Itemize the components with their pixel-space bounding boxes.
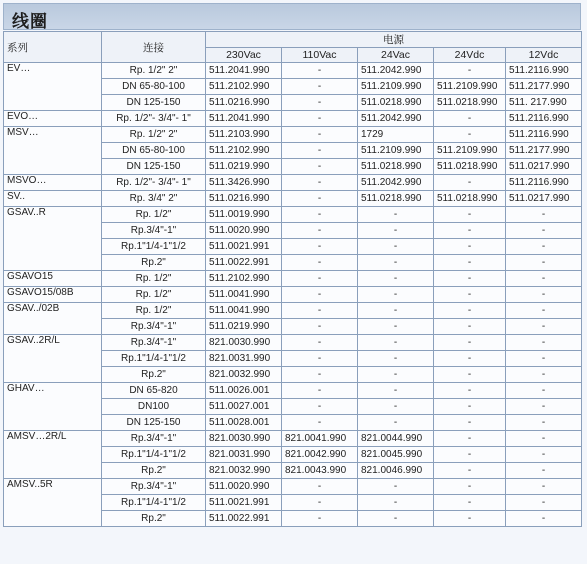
part-number-cell: 821.0032.990 [206,367,282,383]
part-number-cell: - [434,287,506,303]
part-number-cell: - [358,383,434,399]
series-cell: AMSV…2R/L [4,431,102,479]
part-number-cell: - [282,175,358,191]
part-number-cell: - [358,511,434,527]
part-number-cell: 511.2109.990 [358,79,434,95]
part-number-cell: - [506,399,582,415]
header-voltage: 24Vdc [434,48,506,63]
connection-cell: Rp.2" [102,255,206,271]
part-number-cell: 511.0218.990 [358,159,434,175]
part-number-cell: 821.0041.990 [282,431,358,447]
part-number-cell: - [434,175,506,191]
part-number-cell: - [434,463,506,479]
part-number-cell: 511.2116.990 [506,175,582,191]
part-number-cell: - [358,351,434,367]
part-number-cell: 821.0031.990 [206,447,282,463]
part-number-cell: - [434,431,506,447]
part-number-cell: 511.0218.990 [358,95,434,111]
part-number-cell: - [282,271,358,287]
part-number-cell: 511.0022.991 [206,255,282,271]
part-number-cell: 821.0044.990 [358,431,434,447]
series-cell: AMSV..5R [4,479,102,527]
part-number-cell: - [282,79,358,95]
part-number-cell: - [282,223,358,239]
connection-cell: DN 65-80-100 [102,143,206,159]
table-row [4,335,582,351]
part-number-cell: - [282,111,358,127]
part-number-cell: - [434,383,506,399]
part-number-cell: 511.0041.990 [206,303,282,319]
header-voltage: 230Vac [206,48,282,63]
header-voltage: 24Vac [358,48,434,63]
part-number-cell: - [358,287,434,303]
connection-cell: Rp. 1/2" [102,207,206,223]
part-number-cell: - [434,111,506,127]
part-number-cell: - [506,383,582,399]
table-row [4,303,582,319]
part-number-cell: 821.0030.990 [206,335,282,351]
part-number-cell: - [358,399,434,415]
part-number-cell: - [282,383,358,399]
series-cell: GSAVO15 [4,271,102,287]
part-number-cell: - [506,511,582,527]
part-number-cell: 511.0028.001 [206,415,282,431]
header-power: 电源 [206,32,582,48]
part-number-cell: - [282,511,358,527]
part-number-cell: 821.0032.990 [206,463,282,479]
table-row [4,431,582,447]
part-number-cell: - [358,271,434,287]
connection-cell: Rp. 1/2" 2" [102,127,206,143]
part-number-cell: - [506,319,582,335]
part-number-cell: - [282,335,358,351]
connection-cell: Rp.1"1/4-1"1/2 [102,495,206,511]
page-title: 线圈 [12,12,48,31]
part-number-cell: - [282,95,358,111]
connection-cell: DN100 [102,399,206,415]
series-cell: SV.. [4,191,102,207]
coil-table [3,31,582,527]
connection-cell: Rp. 1/2"- 3/4"- 1" [102,175,206,191]
part-number-cell: 511.2041.990 [206,111,282,127]
part-number-cell: - [358,319,434,335]
part-number-cell: - [434,415,506,431]
part-number-cell: - [434,127,506,143]
part-number-cell: 511.2109.990 [434,143,506,159]
part-number-cell: 511.2102.990 [206,143,282,159]
part-number-cell: - [506,447,582,463]
connection-cell: Rp.3/4"-1" [102,223,206,239]
part-number-cell: - [434,271,506,287]
table-body [4,63,582,527]
table-header [4,32,582,63]
connection-cell: Rp.1"1/4-1"1/2 [102,239,206,255]
part-number-cell: 511.2042.990 [358,111,434,127]
part-number-cell: - [282,399,358,415]
part-number-cell: - [358,335,434,351]
part-number-cell: 511.2102.990 [206,271,282,287]
part-number-cell: - [358,223,434,239]
part-number-cell: - [506,223,582,239]
part-number-cell: - [506,271,582,287]
part-number-cell: 511.0020.990 [206,223,282,239]
connection-cell: Rp.3/4"-1" [102,431,206,447]
part-number-cell: - [434,223,506,239]
connection-cell: Rp. 1/2" [102,271,206,287]
part-number-cell: - [358,367,434,383]
part-number-cell: - [506,351,582,367]
part-number-cell: - [434,255,506,271]
part-number-cell: - [358,239,434,255]
connection-cell: Rp.2" [102,463,206,479]
part-number-cell: - [506,207,582,223]
part-number-cell: 821.0045.990 [358,447,434,463]
part-number-cell: - [506,287,582,303]
part-number-cell: 821.0043.990 [282,463,358,479]
part-number-cell: - [506,479,582,495]
part-number-cell: 511.0218.990 [434,95,506,111]
part-number-cell: 1729 [358,127,434,143]
part-number-cell: - [358,207,434,223]
part-number-cell: - [434,367,506,383]
table-row [4,383,582,399]
connection-cell: DN 65-820 [102,383,206,399]
series-cell: EVO… [4,111,102,127]
table-row [4,111,582,127]
header-connection: 连接 [102,32,206,63]
part-number-cell: - [434,239,506,255]
part-number-cell: - [358,303,434,319]
part-number-cell: - [434,63,506,79]
connection-cell: Rp.3/4"-1" [102,335,206,351]
part-number-cell: - [506,463,582,479]
part-number-cell: 821.0031.990 [206,351,282,367]
part-number-cell: - [282,143,358,159]
part-number-cell: - [506,495,582,511]
table-row [4,63,582,79]
series-cell: MSVO… [4,175,102,191]
part-number-cell: - [282,207,358,223]
part-number-cell: - [434,479,506,495]
part-number-cell: 511.0027.001 [206,399,282,415]
part-number-cell: 511.2116.990 [506,127,582,143]
part-number-cell: 511.0021.991 [206,495,282,511]
connection-cell: DN 65-80-100 [102,79,206,95]
connection-cell: Rp.2" [102,511,206,527]
connection-cell: Rp.3/4"-1" [102,479,206,495]
part-number-cell: - [282,127,358,143]
part-number-cell: 511.0021.991 [206,239,282,255]
part-number-cell: - [506,335,582,351]
part-number-cell: 511.0020.990 [206,479,282,495]
part-number-cell: 511.2116.990 [506,111,582,127]
part-number-cell: - [282,319,358,335]
part-number-cell: 511.2042.990 [358,175,434,191]
part-number-cell: - [282,287,358,303]
connection-cell: Rp. 3/4" 2" [102,191,206,207]
part-number-cell: 511.3426.990 [206,175,282,191]
part-number-cell: 511.0019.990 [206,207,282,223]
connection-cell: Rp.3/4"-1" [102,319,206,335]
connection-cell: Rp. 1/2" [102,303,206,319]
part-number-cell: 821.0042.990 [282,447,358,463]
part-number-cell: 511.0218.990 [434,191,506,207]
part-number-cell: - [282,351,358,367]
part-number-cell: - [282,239,358,255]
series-cell: GSAV../02B [4,303,102,335]
connection-cell: DN 125-150 [102,95,206,111]
part-number-cell: 511.0217.990 [506,159,582,175]
connection-cell: DN 125-150 [102,159,206,175]
part-number-cell: - [434,351,506,367]
part-number-cell: - [358,495,434,511]
part-number-cell: - [282,255,358,271]
part-number-cell: 511.2041.990 [206,63,282,79]
part-number-cell: - [506,303,582,319]
part-number-cell: - [282,63,358,79]
series-cell: GSAVO15/08B [4,287,102,303]
part-number-cell: 511.0026.001 [206,383,282,399]
part-number-cell: 511.2177.990 [506,143,582,159]
header-series: 系列 [4,32,102,63]
part-number-cell: - [282,191,358,207]
part-number-cell: 511.2109.990 [358,143,434,159]
part-number-cell: 511.2109.990 [434,79,506,95]
part-number-cell: - [282,159,358,175]
table-row [4,271,582,287]
part-number-cell: 511.0216.990 [206,191,282,207]
part-number-cell: - [358,479,434,495]
part-number-cell: - [434,319,506,335]
table-row [4,191,582,207]
part-number-cell: 511.0218.990 [434,159,506,175]
part-number-cell: - [506,415,582,431]
table-row [4,287,582,303]
connection-cell: Rp. 1/2" 2" [102,63,206,79]
part-number-cell: - [434,511,506,527]
part-number-cell: - [434,335,506,351]
part-number-cell: - [434,303,506,319]
title-bar [3,3,581,30]
part-number-cell: - [434,207,506,223]
part-number-cell: 511.0219.990 [206,159,282,175]
part-number-cell: 821.0030.990 [206,431,282,447]
header-voltage: 110Vac [282,48,358,63]
part-number-cell: - [506,239,582,255]
part-number-cell: 821.0046.990 [358,463,434,479]
series-cell: MSV… [4,127,102,175]
connection-cell: Rp.2" [102,367,206,383]
connection-cell: Rp. 1/2" [102,287,206,303]
table-row [4,175,582,191]
series-cell: GSAV..2R/L [4,335,102,383]
table-row [4,127,582,143]
part-number-cell: 511.0218.990 [358,191,434,207]
part-number-cell: 511.0041.990 [206,287,282,303]
series-cell: GHAV… [4,383,102,431]
part-number-cell: 511.2177.990 [506,79,582,95]
part-number-cell: - [506,255,582,271]
connection-cell: Rp.1"1/4-1"1/2 [102,447,206,463]
part-number-cell: 511.0022.991 [206,511,282,527]
connection-cell: Rp. 1/2"- 3/4"- 1" [102,111,206,127]
part-number-cell: 511.2102.990 [206,79,282,95]
part-number-cell: 511.0216.990 [206,95,282,111]
table-row [4,479,582,495]
connection-cell: DN 125-150 [102,415,206,431]
part-number-cell: - [282,495,358,511]
part-number-cell: - [282,303,358,319]
part-number-cell: 511.2042.990 [358,63,434,79]
table-row [4,207,582,223]
part-number-cell: - [282,479,358,495]
part-number-cell: - [282,415,358,431]
part-number-cell: 511.2116.990 [506,63,582,79]
series-cell: EV… [4,63,102,111]
part-number-cell: - [434,447,506,463]
part-number-cell: - [358,255,434,271]
part-number-cell: - [434,399,506,415]
series-cell: GSAV..R [4,207,102,271]
part-number-cell: - [434,495,506,511]
part-number-cell: - [506,367,582,383]
part-number-cell: 511.2103.990 [206,127,282,143]
part-number-cell: 511. 217.990 [506,95,582,111]
header-voltage: 12Vdc [506,48,582,63]
part-number-cell: - [358,415,434,431]
part-number-cell: - [506,431,582,447]
part-number-cell: 511.0217.990 [506,191,582,207]
connection-cell: Rp.1"1/4-1"1/2 [102,351,206,367]
part-number-cell: 511.0219.990 [206,319,282,335]
part-number-cell: - [282,367,358,383]
